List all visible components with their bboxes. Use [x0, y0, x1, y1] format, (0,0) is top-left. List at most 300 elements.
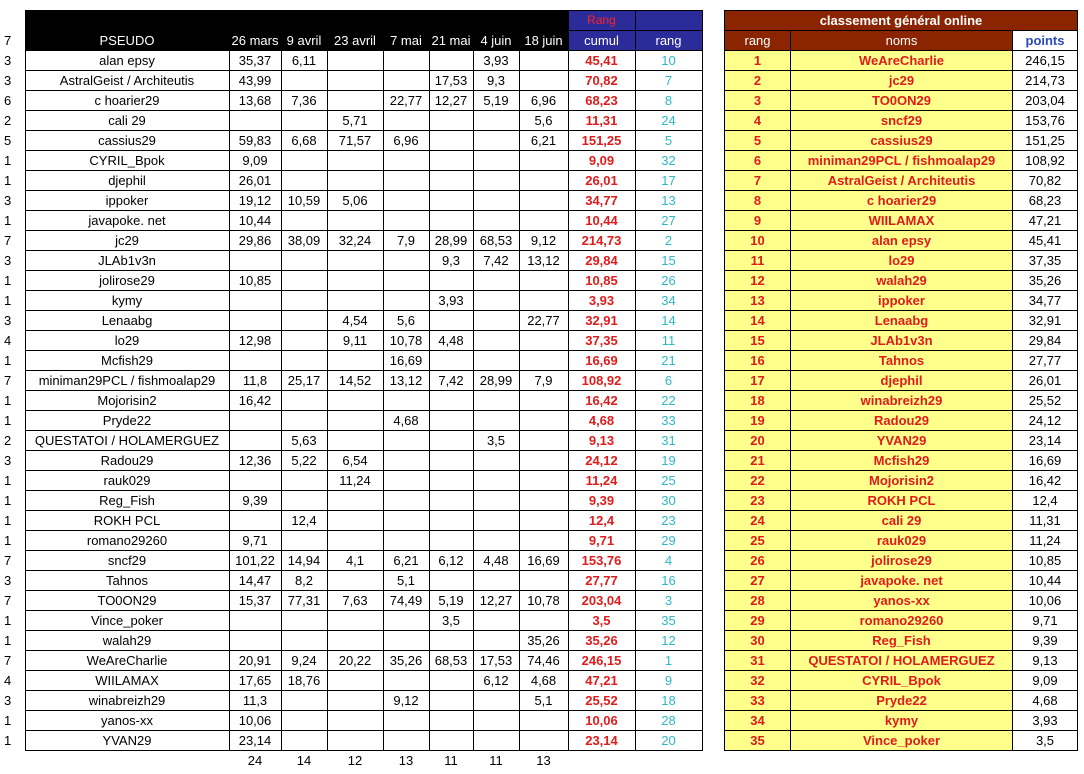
score-cell: 6,12: [473, 671, 519, 691]
score-cell: [429, 471, 473, 491]
results-table: [0, 10, 703, 770]
score-cell: 6,11: [281, 51, 327, 71]
table-row: [0, 531, 702, 551]
score-cell: 59,83: [229, 131, 281, 151]
ranking-points: 25,52: [1013, 391, 1078, 411]
score-cell: [519, 51, 568, 71]
score-cell: [473, 291, 519, 311]
cumul-cell: 45,41: [568, 51, 635, 71]
footer-count: 11: [489, 753, 503, 768]
score-cell: [519, 611, 568, 631]
pseudo-cell: Mojorisin2: [25, 391, 229, 411]
table-row: [0, 651, 702, 671]
ranking-row: [725, 671, 1078, 691]
participation-count: 2: [4, 433, 12, 448]
ranking-position: 18: [725, 391, 791, 411]
pseudo-cell: miniman29PCL / fishmoalap29: [25, 371, 229, 391]
score-cell: [327, 571, 383, 591]
rank-cell: 24: [635, 111, 702, 131]
score-cell: 15,37: [229, 591, 281, 611]
ranking-position: 34: [725, 711, 791, 731]
ranking-position: 8: [725, 191, 791, 211]
ranking-points: 16,42: [1013, 471, 1078, 491]
rank-cell: 10: [635, 51, 702, 71]
score-cell: [327, 71, 383, 91]
ranking-position: 24: [725, 511, 791, 531]
participation-count: 5: [4, 133, 12, 148]
header-date: 4 juin: [473, 31, 519, 51]
score-cell: [519, 451, 568, 471]
score-cell: 22,77: [383, 91, 429, 111]
participation-count: 6: [4, 93, 12, 108]
score-cell: 5,71: [327, 111, 383, 131]
cumul-cell: 47,21: [568, 671, 635, 691]
cumul-cell: 203,04: [568, 591, 635, 611]
score-cell: [281, 471, 327, 491]
ranking-position: 10: [725, 231, 791, 251]
pseudo-cell: winabreizh29: [25, 691, 229, 711]
score-cell: [281, 271, 327, 291]
score-cell: [383, 611, 429, 631]
ranking-row: [725, 91, 1078, 111]
participation-count: 7: [4, 553, 12, 568]
score-cell: 35,37: [229, 51, 281, 71]
ranking-name: rauk029: [791, 531, 1013, 551]
score-cell: [473, 731, 519, 751]
table-row: [0, 91, 702, 111]
score-cell: [473, 511, 519, 531]
score-cell: [327, 691, 383, 711]
rank-cell: 1: [635, 651, 702, 671]
ranking-points: 153,76: [1013, 111, 1078, 131]
table-row: [0, 51, 702, 71]
table-row: [0, 671, 702, 691]
ranking-position: 29: [725, 611, 791, 631]
score-cell: 10,78: [383, 331, 429, 351]
cumul-cell: 151,25: [568, 131, 635, 151]
rank-cell: 9: [635, 671, 702, 691]
rank-cell: 11: [635, 331, 702, 351]
score-cell: [519, 391, 568, 411]
score-cell: 12,98: [229, 331, 281, 351]
rank-cell: 30: [635, 491, 702, 511]
score-cell: [383, 531, 429, 551]
score-cell: [281, 331, 327, 351]
pseudo-cell: Tahnos: [25, 571, 229, 591]
score-cell: [327, 631, 383, 651]
score-cell: [327, 671, 383, 691]
score-cell: [473, 491, 519, 511]
ranking-position: 3: [725, 91, 791, 111]
rank-cell: 21: [635, 351, 702, 371]
ranking-position: 17: [725, 371, 791, 391]
rank-cell: 13: [635, 191, 702, 211]
score-cell: 10,59: [281, 191, 327, 211]
score-cell: [519, 151, 568, 171]
rank-cell: 35: [635, 611, 702, 631]
cumul-cell: 32,91: [568, 311, 635, 331]
score-cell: 19,12: [229, 191, 281, 211]
score-cell: 9,12: [383, 691, 429, 711]
score-cell: 16,42: [229, 391, 281, 411]
score-cell: [327, 511, 383, 531]
header-rang: rang: [635, 31, 702, 51]
pseudo-cell: YVAN29: [25, 731, 229, 751]
score-cell: [327, 391, 383, 411]
score-cell: 7,42: [429, 371, 473, 391]
score-cell: 74,49: [383, 591, 429, 611]
cumul-cell: 4,68: [568, 411, 635, 431]
score-cell: 10,44: [229, 211, 281, 231]
score-cell: [383, 111, 429, 131]
participation-count: 1: [4, 633, 12, 648]
score-cell: [429, 51, 473, 71]
table-row: [0, 471, 702, 491]
ranking-position: 35: [725, 731, 791, 751]
rank-cell: 2: [635, 231, 702, 251]
ranking-row: [725, 591, 1078, 611]
score-cell: [519, 431, 568, 451]
table-row: [0, 511, 702, 531]
score-cell: [281, 111, 327, 131]
score-cell: 14,52: [327, 371, 383, 391]
header-names: noms: [791, 31, 1013, 51]
ranking-points: 203,04: [1013, 91, 1078, 111]
score-cell: 9,11: [327, 331, 383, 351]
ranking-points: 214,73: [1013, 71, 1078, 91]
score-cell: 43,99: [229, 71, 281, 91]
participation-count: 1: [4, 713, 12, 728]
score-cell: [473, 311, 519, 331]
cumul-cell: 9,71: [568, 531, 635, 551]
ranking-position: 9: [725, 211, 791, 231]
header-date: 21 mai: [429, 31, 473, 51]
ranking-name: lo29: [791, 251, 1013, 271]
score-cell: [473, 191, 519, 211]
score-cell: [281, 171, 327, 191]
score-cell: [327, 291, 383, 311]
score-cell: [281, 151, 327, 171]
score-cell: [473, 631, 519, 651]
ranking-row: [725, 71, 1078, 91]
ranking-points: 4,68: [1013, 691, 1078, 711]
score-cell: 17,65: [229, 671, 281, 691]
ranking-name: javapoke. net: [791, 571, 1013, 591]
score-cell: [383, 511, 429, 531]
score-cell: 9,3: [429, 251, 473, 271]
ranking-position: 30: [725, 631, 791, 651]
ranking-name: TO0ON29: [791, 91, 1013, 111]
score-cell: [383, 491, 429, 511]
ranking-position: 5: [725, 131, 791, 151]
score-cell: 3,93: [429, 291, 473, 311]
rank-cell: 19: [635, 451, 702, 471]
score-cell: 9,39: [229, 491, 281, 511]
ranking-position: 12: [725, 271, 791, 291]
table-row: [0, 691, 702, 711]
score-cell: [519, 711, 568, 731]
ranking-name: djephil: [791, 371, 1013, 391]
table-row: [0, 111, 702, 131]
pseudo-cell: cassius29: [25, 131, 229, 151]
cumul-cell: 9,39: [568, 491, 635, 511]
score-cell: 4,54: [327, 311, 383, 331]
score-cell: 38,09: [281, 231, 327, 251]
score-cell: 5,63: [281, 431, 327, 451]
rank-cell: 12: [635, 631, 702, 651]
score-cell: 28,99: [429, 231, 473, 251]
pseudo-cell: CYRIL_Bpok: [25, 151, 229, 171]
score-cell: [383, 471, 429, 491]
score-cell: [429, 431, 473, 451]
table-row: [0, 331, 702, 351]
participation-count: 1: [4, 213, 12, 228]
table-row: [0, 271, 702, 291]
header-black-band: [25, 11, 568, 31]
rank-cell: 16: [635, 571, 702, 591]
participation-count: 3: [4, 193, 12, 208]
rank-cell: 26: [635, 271, 702, 291]
score-cell: [281, 631, 327, 651]
ranking-points: 11,31: [1013, 511, 1078, 531]
ranking-row: [725, 331, 1078, 351]
rank-cell: 3: [635, 591, 702, 611]
score-cell: [327, 491, 383, 511]
participation-count: 4: [4, 333, 12, 348]
score-cell: [519, 351, 568, 371]
ranking-row: [725, 411, 1078, 431]
rank-cell: 17: [635, 171, 702, 191]
ranking-name: WIILAMAX: [791, 211, 1013, 231]
ranking-name: c hoarier29: [791, 191, 1013, 211]
ranking-name: Lenaabg: [791, 311, 1013, 331]
table-row: [0, 291, 702, 311]
score-cell: 18,76: [281, 671, 327, 691]
score-cell: [383, 671, 429, 691]
score-cell: [429, 671, 473, 691]
participation-count: 1: [4, 173, 12, 188]
score-cell: 6,96: [519, 91, 568, 111]
table-row: [0, 411, 702, 431]
ranking-name: Mojorisin2: [791, 471, 1013, 491]
pseudo-cell: WIILAMAX: [25, 671, 229, 691]
pseudo-cell: jc29: [25, 231, 229, 251]
ranking-row: [725, 351, 1078, 371]
score-cell: 13,68: [229, 91, 281, 111]
score-cell: [327, 711, 383, 731]
score-cell: 13,12: [383, 371, 429, 391]
score-cell: [229, 111, 281, 131]
ranking-points: 3,5: [1013, 731, 1078, 751]
table-row: [0, 71, 702, 91]
participation-count: 3: [4, 53, 12, 68]
score-cell: [281, 251, 327, 271]
ranking-points: 37,35: [1013, 251, 1078, 271]
participation-count: 7: [4, 593, 12, 608]
pseudo-cell: ROKH PCL: [25, 511, 229, 531]
header-rang-label: Rang: [568, 11, 635, 31]
ranking-name: Vince_poker: [791, 731, 1013, 751]
score-cell: [429, 151, 473, 171]
score-cell: 5,22: [281, 451, 327, 471]
participation-count: 1: [4, 293, 12, 308]
ranking-row: [725, 711, 1078, 731]
ranking-name: jc29: [791, 71, 1013, 91]
score-cell: 11,24: [327, 471, 383, 491]
ranking-title-row: [725, 11, 1078, 31]
header-date: 26 mars: [229, 31, 281, 51]
ranking-position: 14: [725, 311, 791, 331]
pseudo-cell: jolirose29: [25, 271, 229, 291]
score-cell: [473, 531, 519, 551]
ranking-name: walah29: [791, 271, 1013, 291]
cumul-cell: 25,52: [568, 691, 635, 711]
score-cell: 6,68: [281, 131, 327, 151]
table-row: [0, 591, 702, 611]
score-cell: [327, 151, 383, 171]
ranking-row: [725, 431, 1078, 451]
score-cell: 29,86: [229, 231, 281, 251]
rank-cell: 6: [635, 371, 702, 391]
participation-count: 4: [4, 673, 12, 688]
cumul-cell: 70,82: [568, 71, 635, 91]
cumul-cell: 10,85: [568, 271, 635, 291]
score-cell: [519, 291, 568, 311]
participation-count: 1: [4, 533, 12, 548]
ranking-points: 29,84: [1013, 331, 1078, 351]
ranking-position: 19: [725, 411, 791, 431]
rank-cell: 7: [635, 71, 702, 91]
table-row: [0, 251, 702, 271]
ranking-points: 35,26: [1013, 271, 1078, 291]
score-cell: 14,94: [281, 551, 327, 571]
score-cell: [383, 251, 429, 271]
participation-count: 1: [4, 493, 12, 508]
score-cell: [383, 431, 429, 451]
ranking-position: 16: [725, 351, 791, 371]
ranking-position: 22: [725, 471, 791, 491]
participation-count: 7: [4, 233, 12, 248]
score-cell: [229, 611, 281, 631]
score-cell: [281, 491, 327, 511]
ranking-name: QUESTATOI / HOLAMERGUEZ: [791, 651, 1013, 671]
ranking-row: [725, 691, 1078, 711]
participation-count: 1: [4, 473, 12, 488]
rank-cell: 22: [635, 391, 702, 411]
score-cell: 22,77: [519, 311, 568, 331]
score-cell: [429, 631, 473, 651]
score-cell: 4,68: [383, 411, 429, 431]
score-cell: 4,1: [327, 551, 383, 571]
score-cell: 4,48: [429, 331, 473, 351]
participation-count: 1: [4, 393, 12, 408]
footer-row: [0, 751, 702, 771]
score-cell: 5,6: [519, 111, 568, 131]
pseudo-cell: yanos-xx: [25, 711, 229, 731]
participation-count: 3: [4, 253, 12, 268]
ranking-points: 45,41: [1013, 231, 1078, 251]
ranking-position: 23: [725, 491, 791, 511]
score-cell: 12,36: [229, 451, 281, 471]
header-pseudo: PSEUDO: [25, 31, 229, 51]
corner-count: 7: [4, 33, 12, 48]
score-cell: 5,19: [429, 591, 473, 611]
rank-cell: 25: [635, 471, 702, 491]
score-cell: [281, 291, 327, 311]
ranking-points: 151,25: [1013, 131, 1078, 151]
pseudo-cell: kymy: [25, 291, 229, 311]
ranking-name: Mcfish29: [791, 451, 1013, 471]
score-cell: [429, 531, 473, 551]
score-cell: [473, 451, 519, 471]
participation-count: 1: [4, 513, 12, 528]
score-cell: [519, 511, 568, 531]
score-cell: 9,71: [229, 531, 281, 551]
ranking-name: alan epsy: [791, 231, 1013, 251]
score-cell: [473, 611, 519, 631]
table-row: [0, 731, 702, 751]
ranking-name: ROKH PCL: [791, 491, 1013, 511]
score-cell: [473, 571, 519, 591]
ranking-row: [725, 211, 1078, 231]
participation-count: 1: [4, 353, 12, 368]
cumul-cell: 108,92: [568, 371, 635, 391]
ranking-name: Radou29: [791, 411, 1013, 431]
table-row: [0, 431, 702, 451]
score-cell: [473, 691, 519, 711]
pseudo-cell: Lenaabg: [25, 311, 229, 331]
score-cell: 7,9: [519, 371, 568, 391]
ranking-row: [725, 291, 1078, 311]
rank-cell: 33: [635, 411, 702, 431]
score-cell: 9,12: [519, 231, 568, 251]
header-row-top: [0, 11, 702, 31]
score-cell: [281, 531, 327, 551]
ranking-points: 10,06: [1013, 591, 1078, 611]
pseudo-cell: javapoke. net: [25, 211, 229, 231]
score-cell: [327, 211, 383, 231]
score-cell: [327, 531, 383, 551]
ranking-position: 11: [725, 251, 791, 271]
footer-blank: [0, 751, 25, 771]
ranking-name: miniman29PCL / fishmoalap29: [791, 151, 1013, 171]
rank-cell: 15: [635, 251, 702, 271]
ranking-points: 16,69: [1013, 451, 1078, 471]
score-cell: [327, 431, 383, 451]
cumul-cell: 37,35: [568, 331, 635, 351]
ranking-points: 10,85: [1013, 551, 1078, 571]
score-cell: [473, 151, 519, 171]
ranking-row: [725, 131, 1078, 151]
cumul-cell: 3,93: [568, 291, 635, 311]
ranking-title: classement général online: [725, 11, 1078, 31]
score-cell: [519, 271, 568, 291]
score-cell: [473, 331, 519, 351]
cumul-cell: 11,31: [568, 111, 635, 131]
ranking-row: [725, 51, 1078, 71]
score-cell: 5,1: [383, 571, 429, 591]
score-cell: [383, 731, 429, 751]
ranking-name: kymy: [791, 711, 1013, 731]
ranking-row: [725, 151, 1078, 171]
cumul-cell: 16,69: [568, 351, 635, 371]
score-cell: 9,24: [281, 651, 327, 671]
participation-count: 3: [4, 313, 12, 328]
ranking-name: CYRIL_Bpok: [791, 671, 1013, 691]
ranking-name: jolirose29: [791, 551, 1013, 571]
footer-count: 13: [536, 753, 551, 768]
table-row: [0, 311, 702, 331]
